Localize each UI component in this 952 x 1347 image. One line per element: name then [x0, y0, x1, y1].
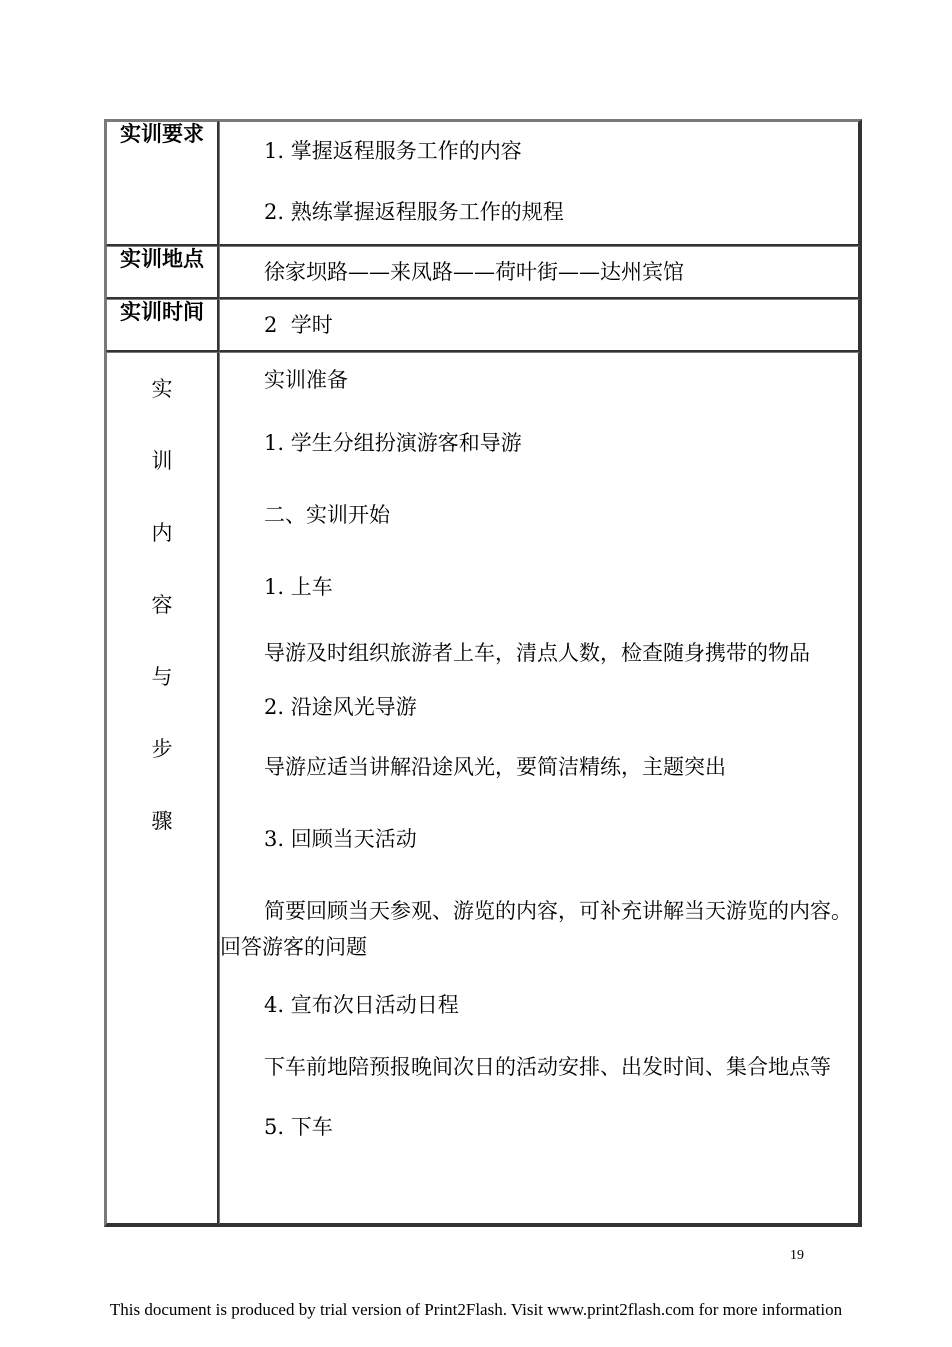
step-line: 导游应适当讲解沿途风光，要简洁精练，主题突出 — [264, 755, 726, 779]
steps-label-char: 内 — [151, 521, 173, 545]
trial-footer-notice: This document is produced by trial version of Print2Flash. Visit www.print2flash.com for more information — [109, 1300, 843, 1319]
location-value: 徐家坝路——来凤路——荷叶街——达州宾馆 — [264, 260, 684, 284]
step-line: 实训准备 — [264, 368, 348, 392]
time-content — [219, 299, 860, 352]
step-paragraph — [220, 875, 858, 979]
location-content — [219, 246, 860, 299]
location-label: 实训地点 — [106, 246, 219, 299]
step-line: 下车前地陪预报晚间次日的活动安排、出发时间、集合地点等 — [264, 1055, 831, 1079]
time-row — [106, 299, 860, 352]
step-line: 二、实训开始 — [264, 503, 390, 527]
page-number: 19 — [790, 1248, 804, 1263]
steps-label-char: 与 — [151, 665, 173, 689]
steps-label-char: 步 — [151, 737, 173, 761]
step-line: 1. 学生分组扮演游客和导游 — [264, 431, 522, 455]
requirements-label: 实训要求 — [106, 121, 219, 246]
steps-label-chars — [107, 353, 217, 857]
steps-row — [106, 352, 860, 1225]
training-table — [104, 119, 862, 1227]
step-line: 3. 回顾当天活动 — [264, 827, 417, 851]
steps-label-char: 骤 — [151, 809, 173, 833]
step-paragraph-first: 简要回顾当天参观、游览的内容，可补充讲解当天游览的内容。 — [264, 899, 852, 923]
step-paragraph-continuation: 回答游客的问题 — [220, 935, 367, 959]
requirements-row — [106, 121, 860, 246]
location-row — [106, 246, 860, 299]
step-line: 导游及时组织旅游者上车，清点人数，检查随身携带的物品 — [264, 641, 810, 665]
step-line: 2. 沿途风光导游 — [264, 695, 417, 719]
steps-label — [106, 352, 219, 1225]
steps-label-char: 容 — [151, 593, 173, 617]
time-value: 2 学时 — [264, 313, 333, 337]
steps-label-char: 训 — [151, 449, 173, 473]
time-label: 实训时间 — [106, 299, 219, 352]
step-line: 1. 上车 — [264, 575, 333, 599]
steps-content — [219, 352, 860, 1225]
requirements-content — [219, 121, 860, 246]
step-line: 4. 宣布次日活动日程 — [264, 993, 459, 1017]
requirement-line: 1. 掌握返程服务工作的内容 — [264, 139, 522, 163]
steps-label-char: 实 — [151, 377, 173, 401]
step-line: 5. 下车 — [264, 1115, 333, 1139]
requirement-line: 2. 熟练掌握返程服务工作的规程 — [264, 200, 564, 224]
